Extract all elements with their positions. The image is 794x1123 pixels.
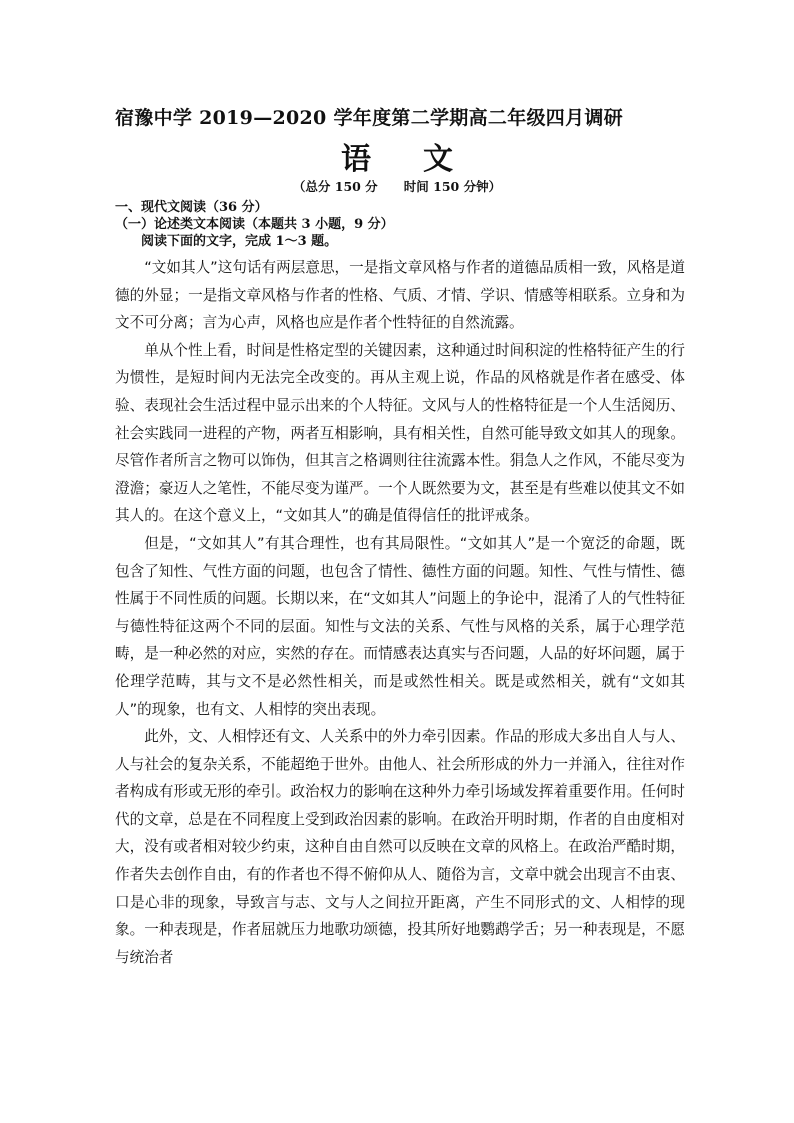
exam-score-time-info: （总分 150 分 时间 150 分钟） xyxy=(292,179,502,194)
article-paragraph: 此外，文、人相悖还有文、人关系中的外力牵引因素。作品的形成大多出自人与人、人与社会的复杂关系，不能超绝于世外。由他人、社会所形成的外力一并涌入，往往对作者构成有形或无形的牵引。政治权力的影响在这种外力牵引场域发挥着重要作用。任何时代的文章，总是在不同程度上受到政治因素的影响。在政治开明时期，作者的自由度相对大，没有或者相对较少约束，这种自由自然可以反映在文章的风格上。在政治严酷时期，作者失去创作自由，有的作者也不得不俯仰从人、随俗为言，文章中就会出现言不由衷、口是心非的现象，导致言与志、文与人之间拉开距离，产生不同形式的文、人相悖的现象。一种表现是，作者屈就压力地歌功颂德，投其所好地鹦鹉学舌；另一种表现是，不愿与统治者 xyxy=(115,728,685,966)
subject-title-char-2: 文 xyxy=(423,142,453,177)
article-paragraph: 单从个性上看，时间是性格定型的关键因素，这种通过时间积淀的性格特征产生的行为惯性，是短时间内无法完全改变的。再从主观上说，作品的风格就是作者在感受、体验、表现社会生活过程中显示出来的个人特征。文风与人的性格特征是一个人生活阅历、社会实践同一进程的产物，两者互相影响，具有相关性，自然可能导致文如其人的现象。尽管作者所言之物可以饰伪，但其言之格调则往往流露本性。狷急人之作风，不能尽变为澄澹；豪迈人之笔性，不能尽变为谨严。一个人既然要为文，甚至是有些难以使其文不如其人的。在这个意义上，“文如其人”的确是值得信任的批评戒条。 xyxy=(115,341,685,525)
subsection-heading-argumentative: （一）论述类文本阅读（本题共 3 小题，9 分） xyxy=(115,217,394,232)
section-heading-reading: 一、现代文阅读（36 分） xyxy=(115,200,268,215)
reading-instruction: 阅读下面的文字，完成 1～3 题。 xyxy=(141,234,338,249)
subject-title xyxy=(0,140,794,180)
subject-title-char-1: 语 xyxy=(341,142,371,177)
article-paragraph: “文如其人”这句话有两层意思，一是指文章风格与作者的道德品质相一致，风格是道德的外显；一是指文章风格与作者的性格、气质、才情、学识、情感等相联系。立身和为文不可分离；言为心声，风格也应是作者个性特征的自然流露。 xyxy=(115,259,685,332)
article-paragraph: 但是，“文如其人”有其合理性，也有其局限性。“文如其人”是一个宽泛的命题，既包含了知性、气性方面的问题，也包含了情性、德性方面的问题。知性、气性与情性、德性属于不同性质的问题。长期以来，在“文如其人”问题上的争论中，混淆了人的气性特征与德性特征这两个不同的层面。知性与文法的关系、气性与风格的关系，属于心理学范畴，是一种必然的对应，实然的存在。而情感表达真实与否问题，人品的好坏问题，属于伦理学范畴，其与文不是必然性相关，而是或然性相关。既是或然相关，就有“文如其人”的现象，也有文、人相悖的突出表现。 xyxy=(115,534,685,718)
school-exam-title: 宿豫中学 2019—2020 学年度第二学期高二年级四月调研 xyxy=(115,107,623,129)
article-body xyxy=(115,254,685,971)
